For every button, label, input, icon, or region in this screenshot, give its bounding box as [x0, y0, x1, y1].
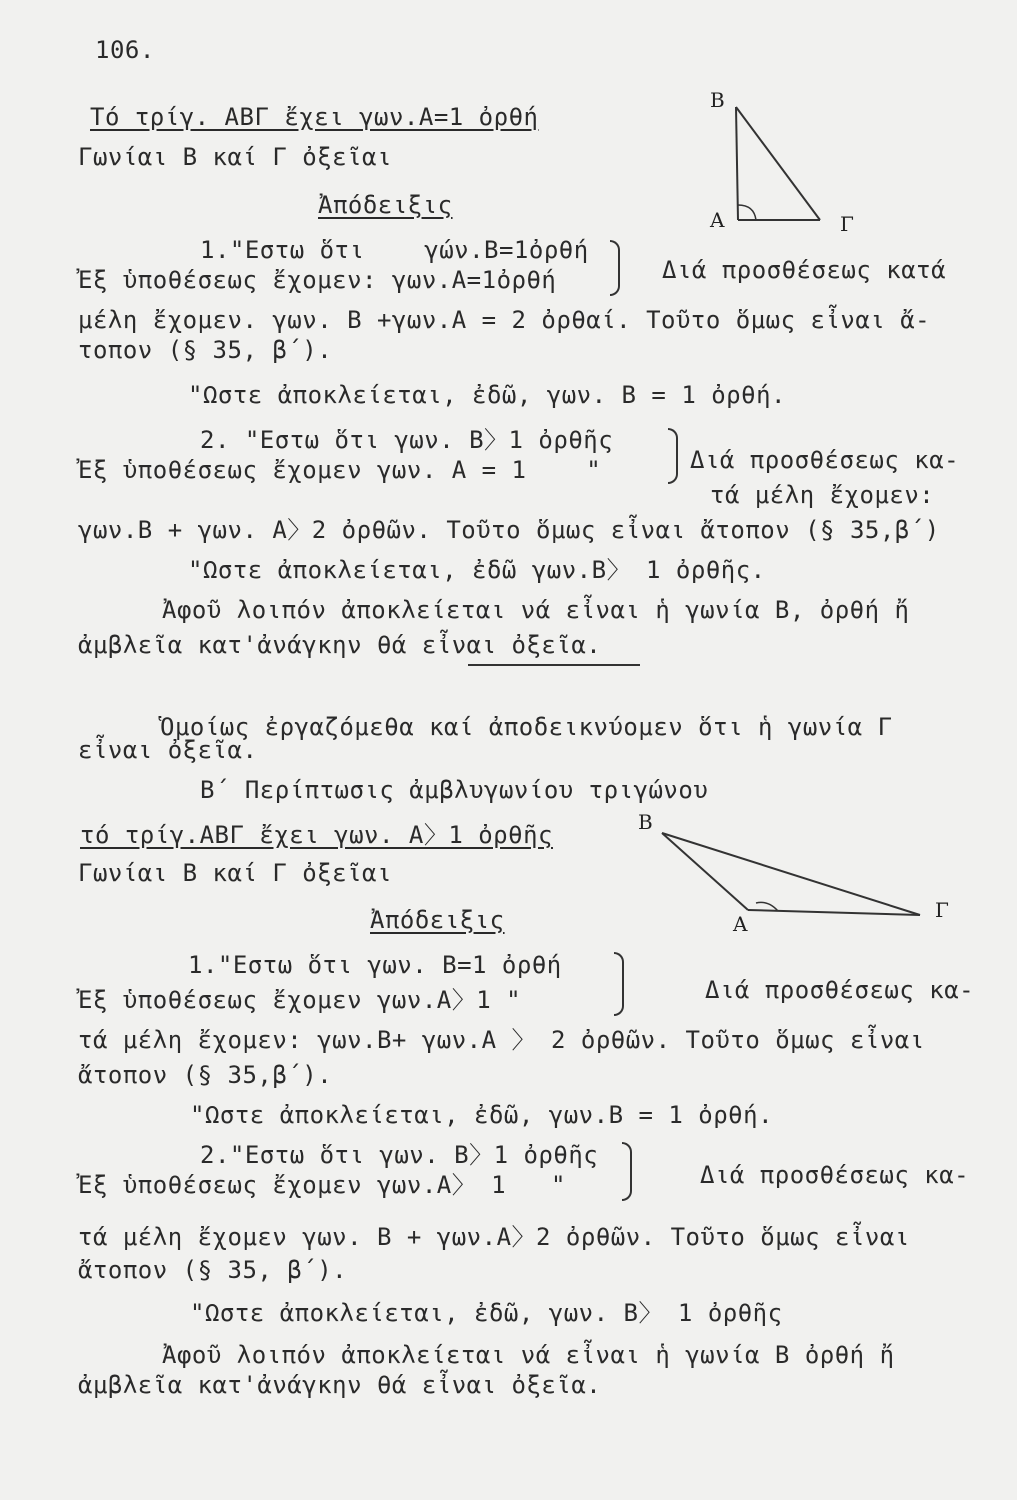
case-a-title: Τό τρίγ. ΑΒΓ ἔχει γων.Α=1 ὀρθή — [90, 103, 539, 131]
fig-b-label-b: B — [638, 810, 653, 834]
case-a-similar-line1: Ὁμοίως ἐργαζόμεθα καί ἀποδεικνύομεν ὅτι ἡ γωνία Γ — [160, 713, 893, 741]
case-a-step1-line4: τοπον (§ 35, β΄). — [78, 336, 333, 364]
fig-b-label-g: Γ — [935, 898, 949, 922]
case-a-similar-line2: εἶναι ὀξεῖα. — [78, 736, 258, 764]
case-b-step1-side: Διά προσθέσεως κα- — [705, 976, 975, 1004]
fig-b-label-a: A — [733, 912, 748, 936]
case-a-step2-line3: γων.Β + γων. Α〉2 ὀρθῶν. Τοῦτο ὅμως εἶναι ἄτοπον (§ 35,β΄) — [78, 516, 940, 544]
fig-a-label-a: A — [710, 208, 725, 232]
case-b-title: τό τρίγ.ΑΒΓ ἔχει γων. Α〉1 ὀρθῆς — [80, 821, 553, 849]
case-a-step1-side: Διά προσθέσεως κατά — [662, 256, 947, 284]
case-a-step1-line3: μέλη ἔχομεν. γων. Β +γων.Α = 2 ὀρθαί. Τοῦτο ὅμως εἶναι ἄ- — [78, 306, 931, 334]
case-b-heading: Β΄ Περίπτωσις ἀμβλυγωνίου τριγώνου — [200, 776, 709, 804]
case-a-claim: Γωνίαι Β καί Γ ὀξεῖαι — [78, 143, 392, 171]
case-b-step1-line1: 1."Εστω ὅτι γων. Β=1 ὀρθή — [188, 951, 562, 979]
case-b-step2-line2: Ἐξ ὑποθέσεως ἔχομεν γων.Α〉 1 " — [78, 1171, 566, 1199]
case-b-proof-heading: Ἀπόδειξις — [370, 906, 505, 934]
case-b-final-line1: Ἀφοῦ λοιπόν ἀποκλείεται νά εἶναι ἡ γωνία Β ὀρθή ἤ — [162, 1341, 895, 1369]
case-a-step2-conclusion: "Ωστε ἀποκλείεται, ἐδῶ γων.Β〉 1 ὀρθῆς. — [188, 556, 766, 584]
case-b-final-line2: ἀμβλεῖα κατ'ἀνάγκην θά εἶναι ὀξεῖα. — [78, 1371, 602, 1399]
brace — [614, 952, 624, 1016]
case-a-final-line1: Ἀφοῦ λοιπόν ἀποκλείεται νά εἶναι ἡ γωνία Β, ὀρθή ἤ — [162, 596, 910, 624]
obtuse-triangle-figure — [640, 815, 940, 925]
case-a-step2-line1: 2. "Εστω ὅτι γων. Β〉1 ὀρθῆς — [200, 426, 614, 454]
case-a-step1-conclusion: "Ωστε ἀποκλείεται, ἐδῶ, γων. Β = 1 ὀρθή. — [188, 381, 786, 409]
brace — [610, 240, 620, 296]
underline-rule — [468, 664, 640, 666]
case-b-step2-line1: 2."Εστω ὅτι γων. Β〉1 ὀρθῆς — [200, 1141, 599, 1169]
case-b-step2-conclusion: "Ωστε ἀποκλείεται, ἐδῶ, γων. Β〉 1 ὀρθῆς — [190, 1299, 783, 1327]
brace — [622, 1142, 632, 1201]
case-a-step1-line1: 1."Εστω ὅτι γών.Β=1ὀρθή — [200, 236, 589, 264]
case-b-step2-line4: ἄτοπον (§ 35, β΄). — [78, 1256, 348, 1284]
page-number: 106. — [95, 36, 155, 64]
case-b-step1-line3: τά μέλη ἔχομεν: γων.Β+ γων.Α 〉 2 ὀρθῶν. Τοῦτο ὅμως εἶναι — [78, 1026, 925, 1054]
case-b-step2-side: Διά προσθέσεως κα- — [700, 1161, 970, 1189]
fig-a-label-b: B — [710, 88, 725, 112]
case-a-step2-side1: Διά προσθέσεως κα- — [690, 446, 960, 474]
case-a-proof-heading: Ἀπόδειξις — [318, 191, 453, 219]
case-a-step2-line2: Ἐξ ὑποθέσεως ἔχομεν γων. Α = 1 " — [78, 456, 602, 484]
case-b-step1-line2: Ἐξ ὑποθέσεως ἔχομεν γων.Α〉1 " — [78, 986, 522, 1014]
case-a-step1-line2: Ἐξ ὑποθέσεως ἔχομεν: γων.Α=1ὀρθή — [78, 266, 557, 294]
fig-a-label-g: Γ — [840, 212, 854, 236]
case-b-step1-conclusion: "Ωστε ἀποκλείεται, ἐδῶ, γων.Β = 1 ὀρθή. — [190, 1101, 774, 1129]
case-a-final-line2: ἀμβλεῖα κατ'ἀνάγκην θά εἶναι ὀξεῖα. — [78, 631, 602, 659]
case-b-claim: Γωνίαι Β καί Γ ὀξεῖαι — [78, 859, 392, 887]
case-b-step2-line3: τά μέλη ἔχομεν γων. Β + γων.Α〉2 ὀρθῶν. Τοῦτο ὅμως εἶναι — [78, 1223, 910, 1251]
brace — [668, 428, 678, 484]
case-b-step1-line4: ἄτοπον (§ 35,β΄). — [78, 1061, 333, 1089]
case-a-step2-side2: τά μέλη ἔχομεν: — [710, 481, 935, 509]
